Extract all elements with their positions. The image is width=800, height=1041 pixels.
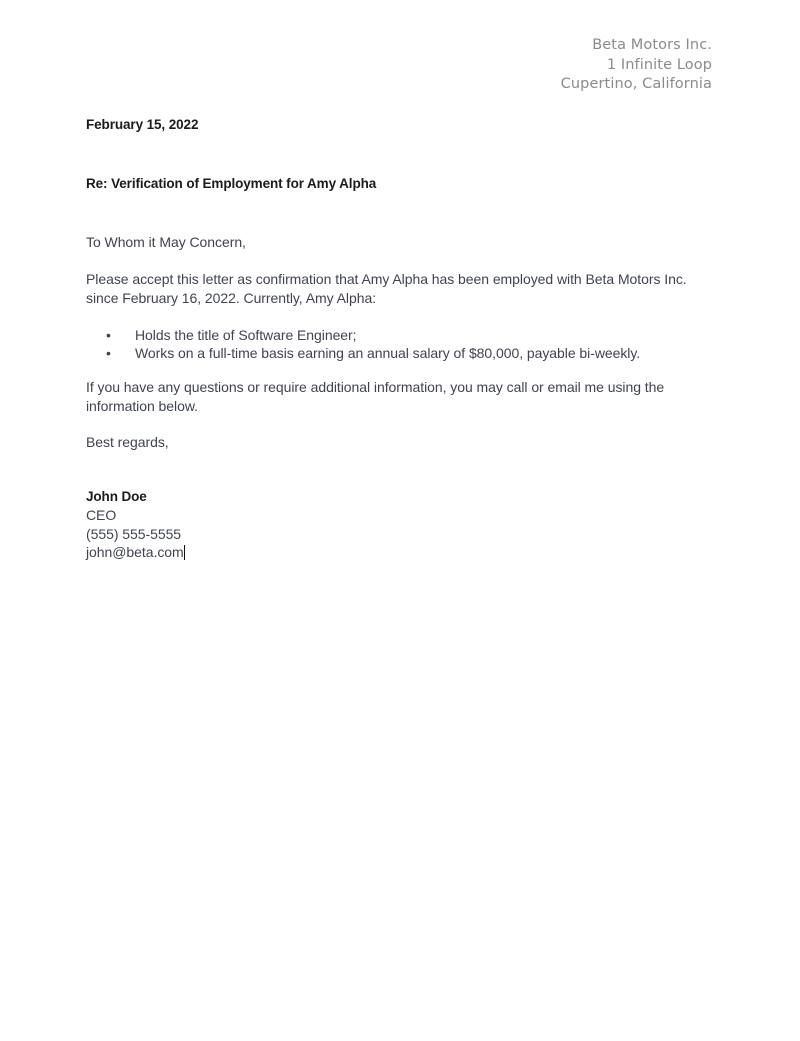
- letterhead-address-block: [561, 36, 712, 95]
- letter-closing: Best regards,: [86, 434, 169, 450]
- list-item-label: Works on a full-time basis earning an annual salary of $80,000, payable bi-weekly.: [135, 345, 641, 361]
- letter-salutation: To Whom it May Concern,: [86, 234, 246, 250]
- signature-email-row: [86, 543, 185, 562]
- letter-paragraph-2: If you have any questions or require additional information, you may call or email me using the information below.: [86, 379, 665, 414]
- letterhead-city-state: Cupertino, California: [560, 76, 712, 92]
- letterhead-street: 1 Infinite Loop: [606, 56, 712, 73]
- letter-subject: Re: Verification of Employment for Amy Alpha: [86, 176, 377, 191]
- letter-paragraph-1: Please accept this letter as confirmation that Amy Alpha has been employed with Beta Motors Inc. since February 16, 2022. Currently, Amy Alpha:: [86, 271, 687, 306]
- letterhead-company: Beta Motors Inc.: [592, 37, 712, 53]
- signature-title: CEO: [86, 507, 117, 523]
- signature-phone: (555) 555-5555: [86, 525, 182, 542]
- list-item: [86, 344, 706, 362]
- list-item: [86, 326, 706, 344]
- signature-name: John Doe: [86, 489, 147, 504]
- signature-email: john@beta.com: [86, 544, 184, 560]
- letter-date: February 15, 2022: [86, 117, 199, 132]
- bullet-point-icon: •: [106, 345, 111, 361]
- signature-block: [86, 488, 185, 562]
- letter-bullet-list: [86, 326, 706, 362]
- bullet-point-icon: •: [106, 327, 111, 343]
- list-item-label: Holds the title of Software Engineer;: [135, 327, 357, 343]
